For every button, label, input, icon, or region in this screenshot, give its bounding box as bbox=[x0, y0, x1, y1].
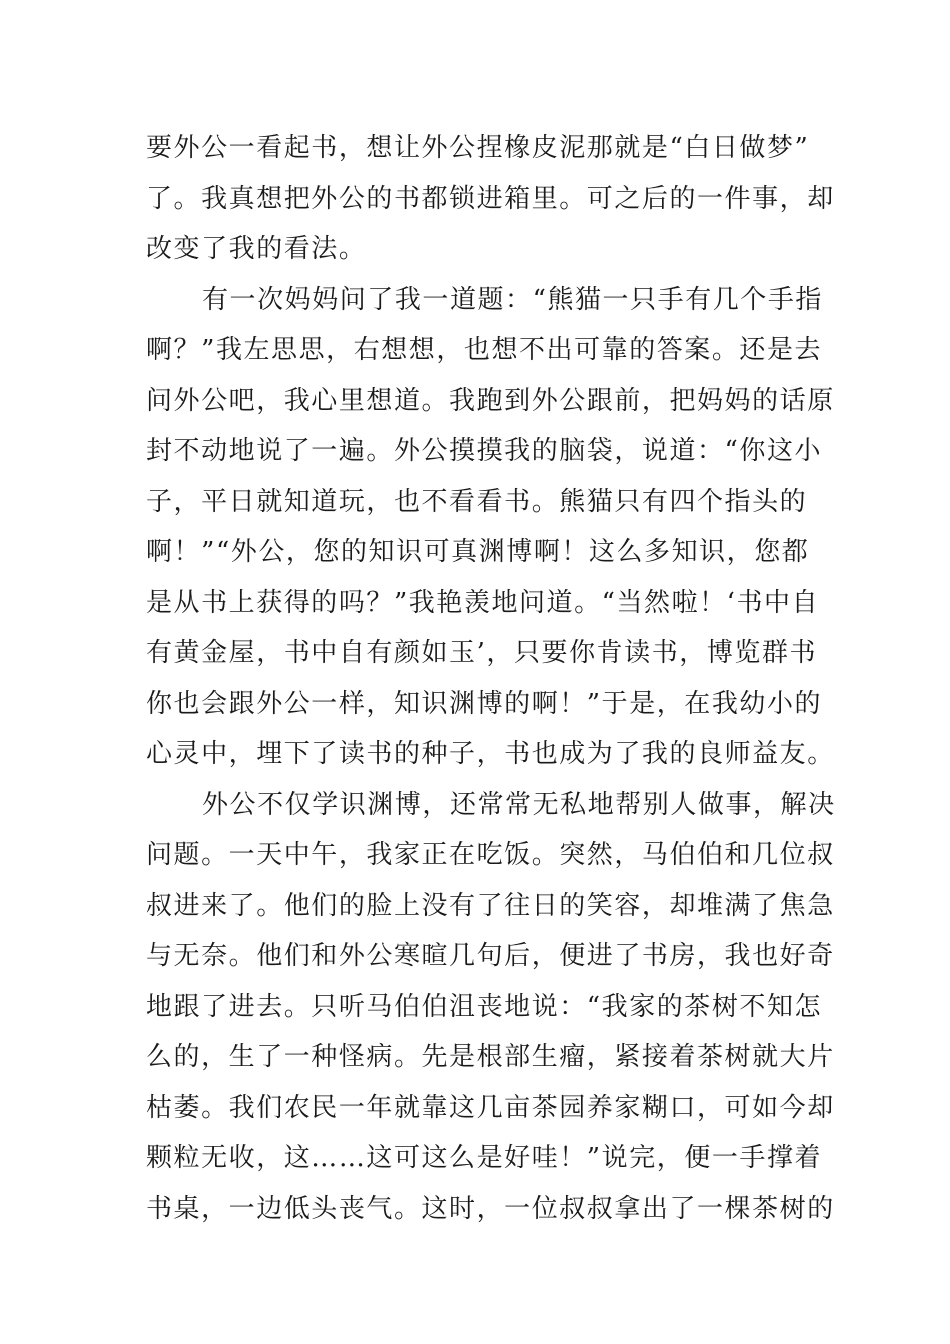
text-line: 了。我真想把外公的书都锁进箱里。可之后的一件事，却 bbox=[146, 183, 835, 214]
text-line: 有黄金屋，书中自有颜如玉’，只要你肯读书，博览群书 bbox=[146, 638, 818, 668]
text-line: 改变了我的看法。 bbox=[146, 234, 367, 264]
text-line: 你也会跟外公一样，知识渊博的啊！”于是，在我幼小的 bbox=[146, 688, 823, 719]
paragraph-first-line: 有一次妈妈问了我一道题：“熊猫一只手有几个手指 bbox=[202, 284, 823, 315]
text-line: 叔进来了。他们的脸上没有了往日的笑容，却堆满了焦急 bbox=[146, 890, 835, 921]
text-line: 是从书上获得的吗？”我艳羡地问道。“当然啦！‘书中自 bbox=[146, 587, 820, 618]
text-line: 么的，生了一种怪病。先是根部生瘤，紧接着茶树就大片 bbox=[146, 1042, 835, 1072]
paragraph-first-line: 外公不仅学识渊博，还常常无私地帮别人做事，解决 bbox=[202, 789, 836, 820]
text-line: 书桌，一边低头丧气。这时，一位叔叔拿出了一棵茶树的 bbox=[146, 1193, 835, 1224]
text-line: 问题。一天中午，我家正在吃饭。突然，马伯伯和几位叔 bbox=[146, 840, 835, 870]
text-line: 封不动地说了一遍。外公摸摸我的脑袋，说道：“你这小 bbox=[146, 436, 823, 466]
text-line: 要外公一看起书，想让外公捏橡皮泥那就是“白日做梦” bbox=[146, 133, 810, 163]
text-line: 心灵中，埋下了读书的种子，书也成为了我的良师益友。 bbox=[146, 739, 835, 769]
text-line: 问外公吧，我心里想道。我跑到外公跟前，把妈妈的话原 bbox=[146, 385, 835, 416]
text-line: 颗粒无收，这……这可这么是好哇！”说完，便一手撑着 bbox=[146, 1143, 823, 1173]
text-line: 子，平日就知道玩，也不看看书。熊猫只有四个指头的 bbox=[146, 486, 808, 517]
text-line: 啊？”我左思思，右想想，也想不出可靠的答案。还是去 bbox=[146, 335, 823, 365]
body-text bbox=[146, 123, 836, 1234]
text-line: 枯萎。我们农民一年就靠这几亩茶园养家糊口，可如今却 bbox=[146, 1092, 835, 1123]
text-line: 啊！”“外公，您的知识可真渊博啊！这么多知识，您都 bbox=[146, 537, 810, 567]
text-line: 与无奈。他们和外公寒暄几句后，便进了书房，我也好奇 bbox=[146, 941, 835, 971]
text-line: 地跟了进去。只听马伯伯沮丧地说：“我家的茶树不知怎 bbox=[146, 991, 823, 1022]
